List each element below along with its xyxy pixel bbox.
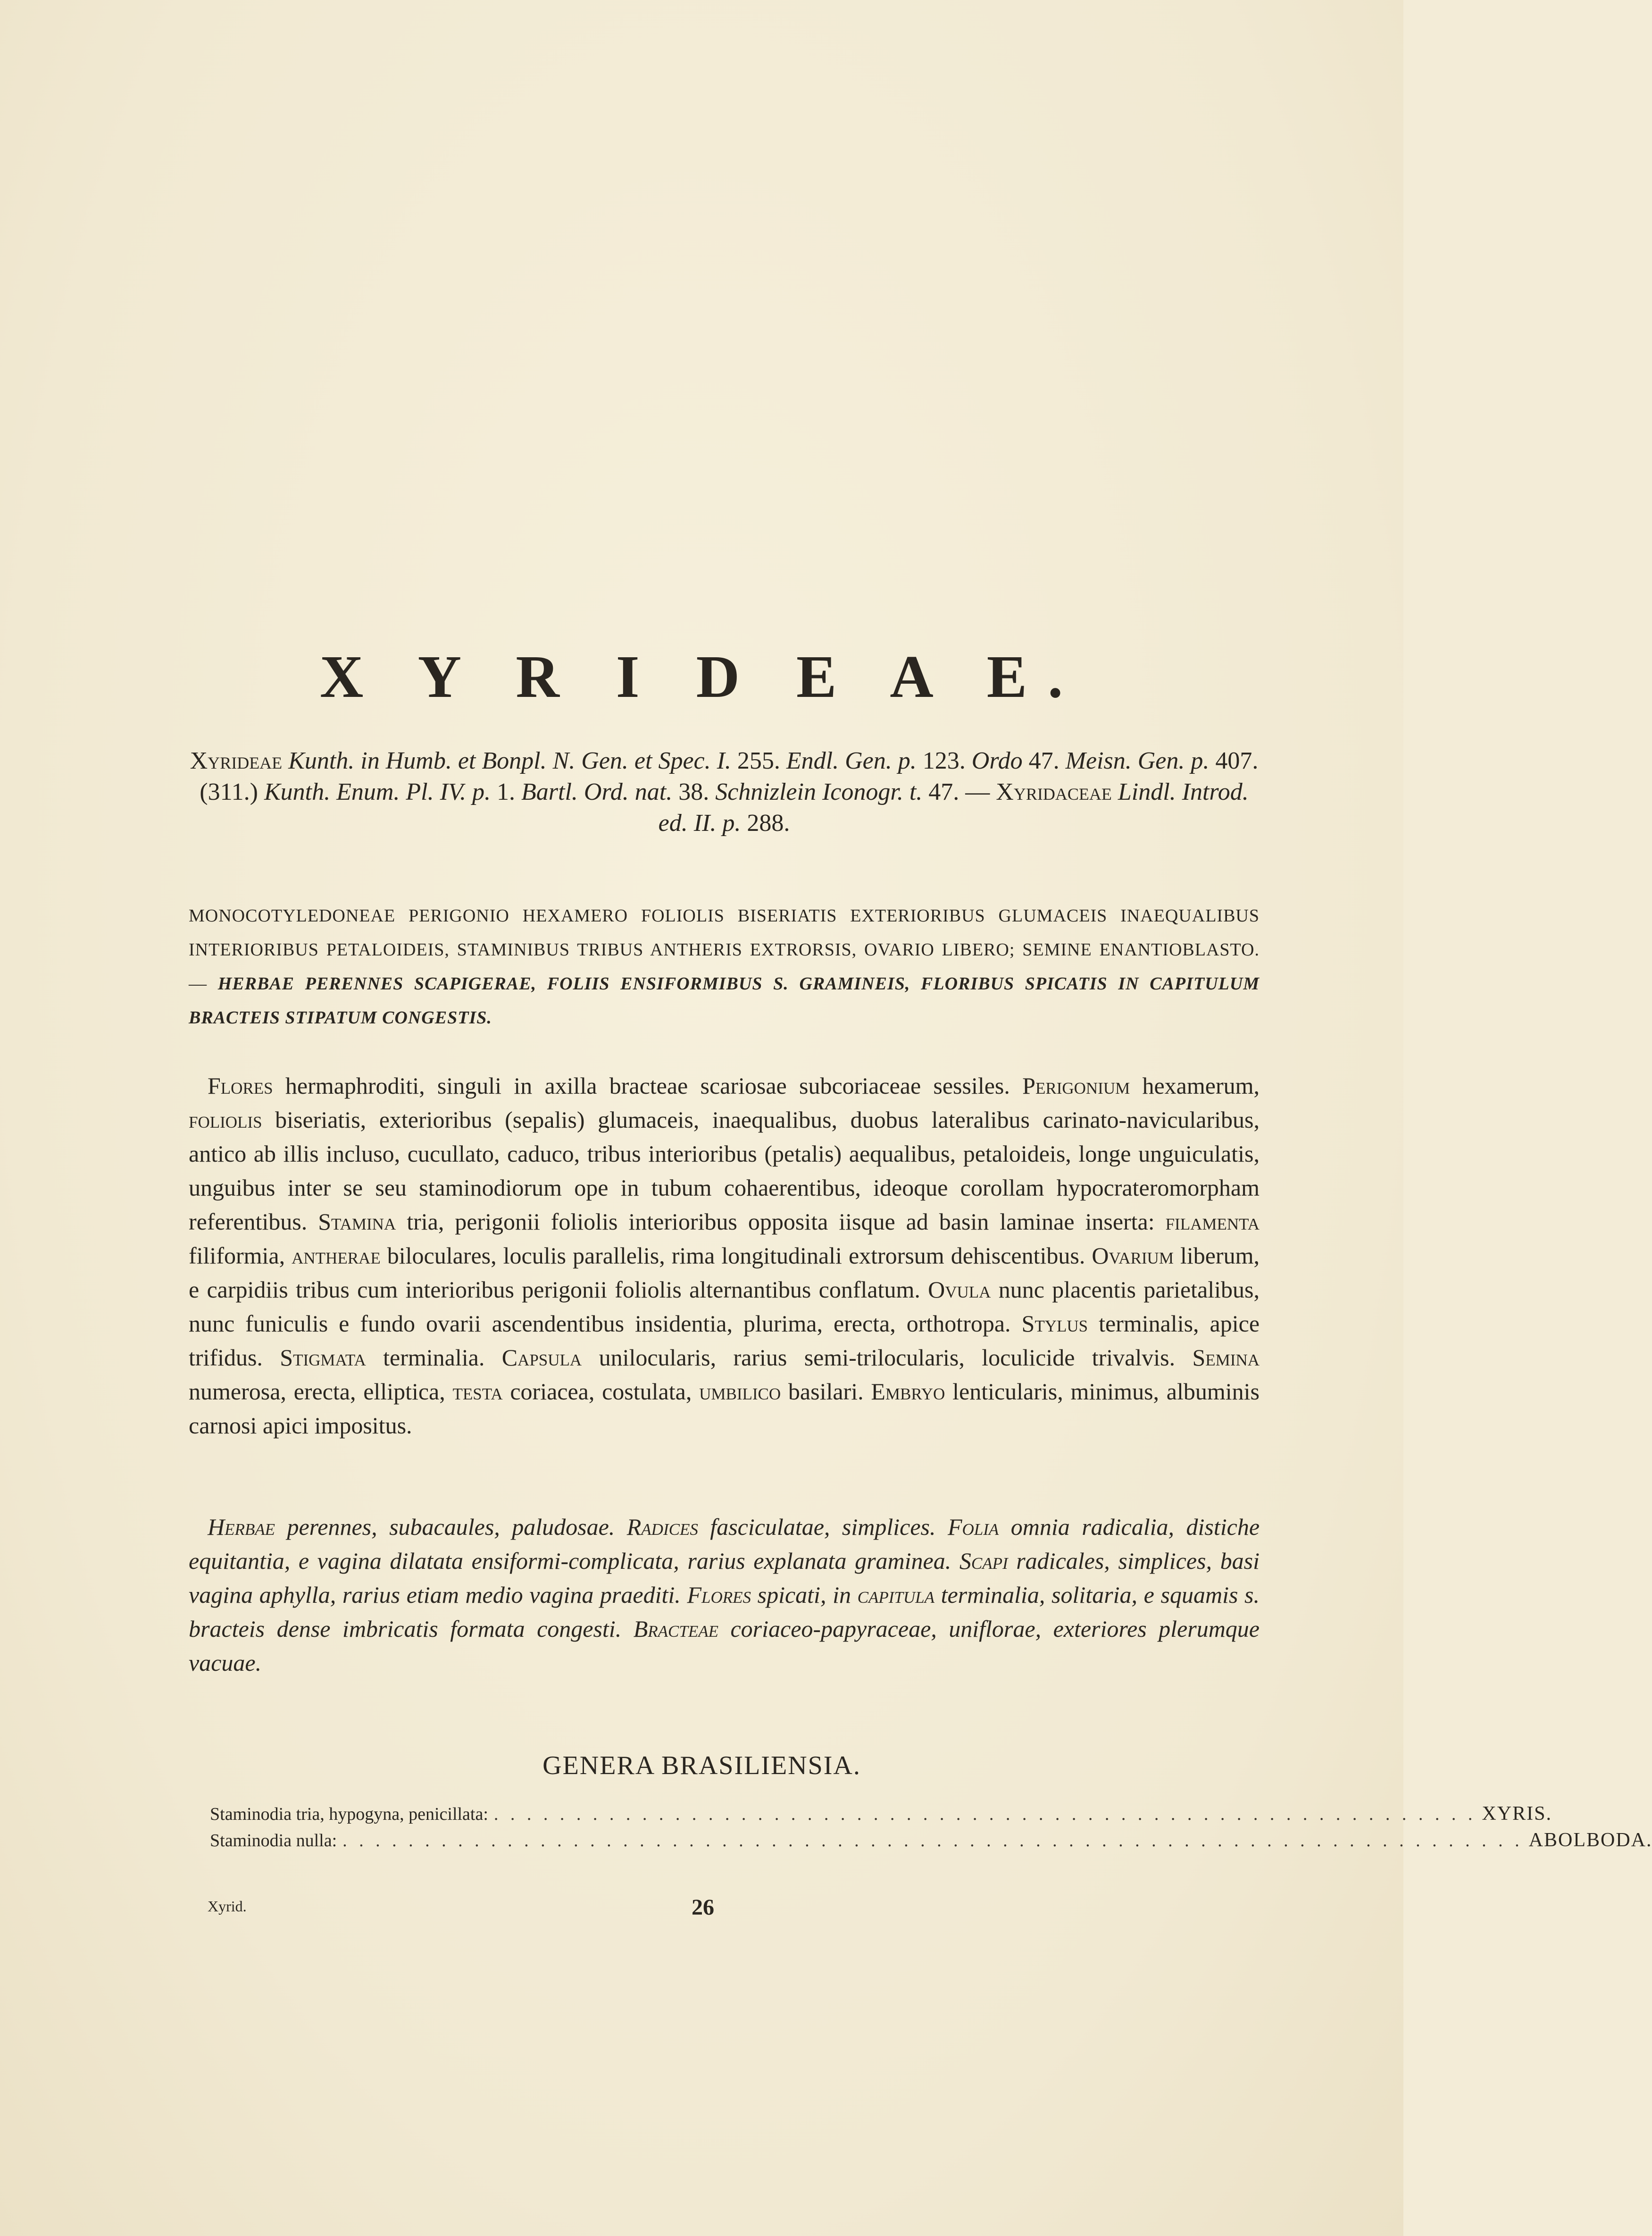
citation-page: 1. — [491, 779, 522, 805]
term: Folia — [947, 1514, 999, 1540]
term: Herbae — [208, 1514, 275, 1540]
synonym-name: Xyridaceae — [996, 779, 1112, 805]
citation-page: 123. — [916, 747, 972, 774]
text: lenticularis, minimus, albuminis carnosi apici impositus. — [189, 1378, 1260, 1439]
text: terminalia, solitaria, e squamis s. bracteis dense imbricatis formata congesti. — [189, 1582, 1260, 1642]
description-paragraph — [189, 1069, 1260, 1442]
term: capitula — [857, 1582, 934, 1608]
citation: Endl. Gen. p. — [786, 747, 917, 774]
term: Scapi — [959, 1548, 1008, 1574]
key-character: Staminodia nulla: — [210, 1831, 337, 1851]
text: terminalis, apice trifidus. — [189, 1310, 1260, 1371]
synonymy-paragraph — [189, 745, 1260, 839]
text: radicales, simplices, basi vagina aphylla, rarius etiam medio vagina praediti. — [189, 1548, 1260, 1608]
key-row — [210, 1802, 1552, 1829]
citation: Kunth. in Humb. et Bonpl. N. Gen. et Spec. I. — [288, 747, 731, 774]
term: Semina — [1192, 1344, 1260, 1371]
term: Bracteae — [633, 1616, 718, 1642]
diagnosis-italic-caps: HERBAE PERENNES SCAPIGERAE, FOLIIS ENSIFORMIBUS S. GRAMINEIS, FLORIBUS SPICATIS IN CAPITULUM BRACTEIS STIPATUM CONGESTIS. — [189, 974, 1260, 1028]
page-number: 26 — [692, 1895, 714, 1920]
term: umbilico — [699, 1378, 781, 1405]
text: unilocularis, rarius semi-trilocularis, loculicide trivalvis. — [582, 1344, 1193, 1371]
term: foliolis — [189, 1106, 262, 1133]
term: Capsula — [501, 1344, 582, 1371]
key-row — [210, 1829, 1652, 1855]
leader-dots: . . . . . . . . . . . . . . . . . . . . . . . . . . . . . . . . . . . . . . . . . . . . . . . . . . . . . . . . . . . . — [493, 1804, 1477, 1824]
term: Embryo — [871, 1378, 945, 1405]
key-genus: XYRIS. — [1482, 1803, 1552, 1825]
citation: Kunth. Enum. Pl. IV. p. — [264, 779, 491, 805]
genera-heading: GENERA BRASILIENSIA. — [542, 1751, 861, 1780]
text: biloculares, loculis parallelis, rima longitudinali extrorsum dehiscentibus. — [380, 1242, 1092, 1269]
term: testa — [452, 1378, 503, 1405]
term: Ovarium — [1092, 1242, 1174, 1269]
citation: Bartl. Ord. nat. — [521, 779, 673, 805]
term: antherae — [292, 1242, 381, 1269]
key-character: Staminodia tria, hypogyna, penicillata: — [210, 1804, 488, 1824]
citation: Lindl. Introd. ed. II. p. — [658, 779, 1249, 837]
text: nunc placentis parietalibus, nunc funiculis e fundo ovarii ascendentibus insidentia, plurima, erecta, orthotropa. — [189, 1276, 1260, 1337]
text: spicati, in — [751, 1582, 858, 1608]
citation: Ordo — [971, 747, 1023, 774]
term: Flores — [687, 1582, 751, 1608]
term: Stigmata — [280, 1344, 366, 1371]
term: Flores — [208, 1072, 273, 1099]
citation: Schnizlein Iconogr. t. — [715, 779, 923, 805]
text: hexamerum, — [1130, 1072, 1260, 1099]
term: Radices — [626, 1514, 698, 1540]
citation: Meisn. Gen. p. — [1065, 747, 1210, 774]
term: Ovula — [928, 1276, 991, 1303]
text: tria, perigonii foliolis interioribus opposita iisque ad basin laminae inserta: — [396, 1208, 1166, 1235]
text: basilari. — [781, 1378, 871, 1405]
citation-page: 255. — [731, 747, 786, 774]
citation-page: 47. — [1022, 747, 1066, 774]
diagnosis-paragraph — [189, 899, 1260, 1035]
text: fasciculatae, simplices. — [698, 1514, 948, 1540]
term: filamenta — [1165, 1208, 1260, 1235]
page-title: X Y R I D E A E. — [319, 643, 1084, 710]
genera-key — [210, 1802, 1652, 1855]
term: Stamina — [318, 1208, 396, 1235]
signature-mark: Xyrid. — [208, 1898, 247, 1915]
text: liberum, e carpidiis tribus cum interioribus perigonii foliolis alternantibus conflatum. — [189, 1242, 1260, 1303]
citation-page: 407. (311.) — [200, 747, 1259, 805]
text: hermaphroditi, singuli in axilla bracteae scariosae subcoriaceae sessiles. — [273, 1072, 1023, 1099]
key-genus: ABOLBODA. — [1528, 1829, 1652, 1851]
citation-page: 38. — [672, 779, 716, 805]
text: filiformia, — [189, 1242, 292, 1269]
diagnosis-caps: MONOCOTYLEDONEAE PERIGONIO HEXAMERO FOLIOLIS BISERIATIS EXTERIORIBUS GLUMACEIS INAEQUALIBUS INTERIORIBUS PETALOIDEIS, STAMINIBUS TRIBUS ANTHERIS EXTRORSIS, OVARIO LIBERO; SEMINE ENANTIOBLASTO. — — [189, 906, 1260, 994]
text: omnia radicalia, distiche equitantia, e vagina dilatata ensiformi-complicata, rarius explanata graminea. — [189, 1514, 1260, 1574]
text: coriacea, costulata, — [502, 1378, 700, 1405]
citation-page: 47. — — [922, 779, 996, 805]
term: Stylus — [1021, 1310, 1088, 1337]
text: numerosa, erecta, elliptica, — [189, 1378, 453, 1405]
text: terminalia. — [366, 1344, 502, 1371]
synonym-name: Xyrideae — [190, 747, 283, 774]
text: coriaceo-papyraceae, uniflorae, exteriores plerumque vacuae. — [189, 1616, 1260, 1676]
leader-dots: . . . . . . . . . . . . . . . . . . . . . . . . . . . . . . . . . . . . . . . . . . . . . . . . . . . . . . . . . . . . . . . . . . . . . . . . — [342, 1831, 1523, 1851]
term: Perigonium — [1022, 1072, 1130, 1099]
text: perennes, subacaules, paludosae. — [275, 1514, 627, 1540]
habit-paragraph — [189, 1510, 1260, 1680]
text: biseriatis, exterioribus (sepalis) glumaceis, inaequalibus, duobus lateralibus carinato-navicularibus, antico ab illis incluso, cucullato, caduco, tribus interioribus (petalis) aequalibus, petaloideis, longe unguiculatis, unguibus inter se seu staminodiorum ope in tubum cohaerentibus, ideoque corollam hypocrateromorpham referentibus. — [189, 1106, 1260, 1235]
citation-page: 288. — [741, 810, 790, 837]
